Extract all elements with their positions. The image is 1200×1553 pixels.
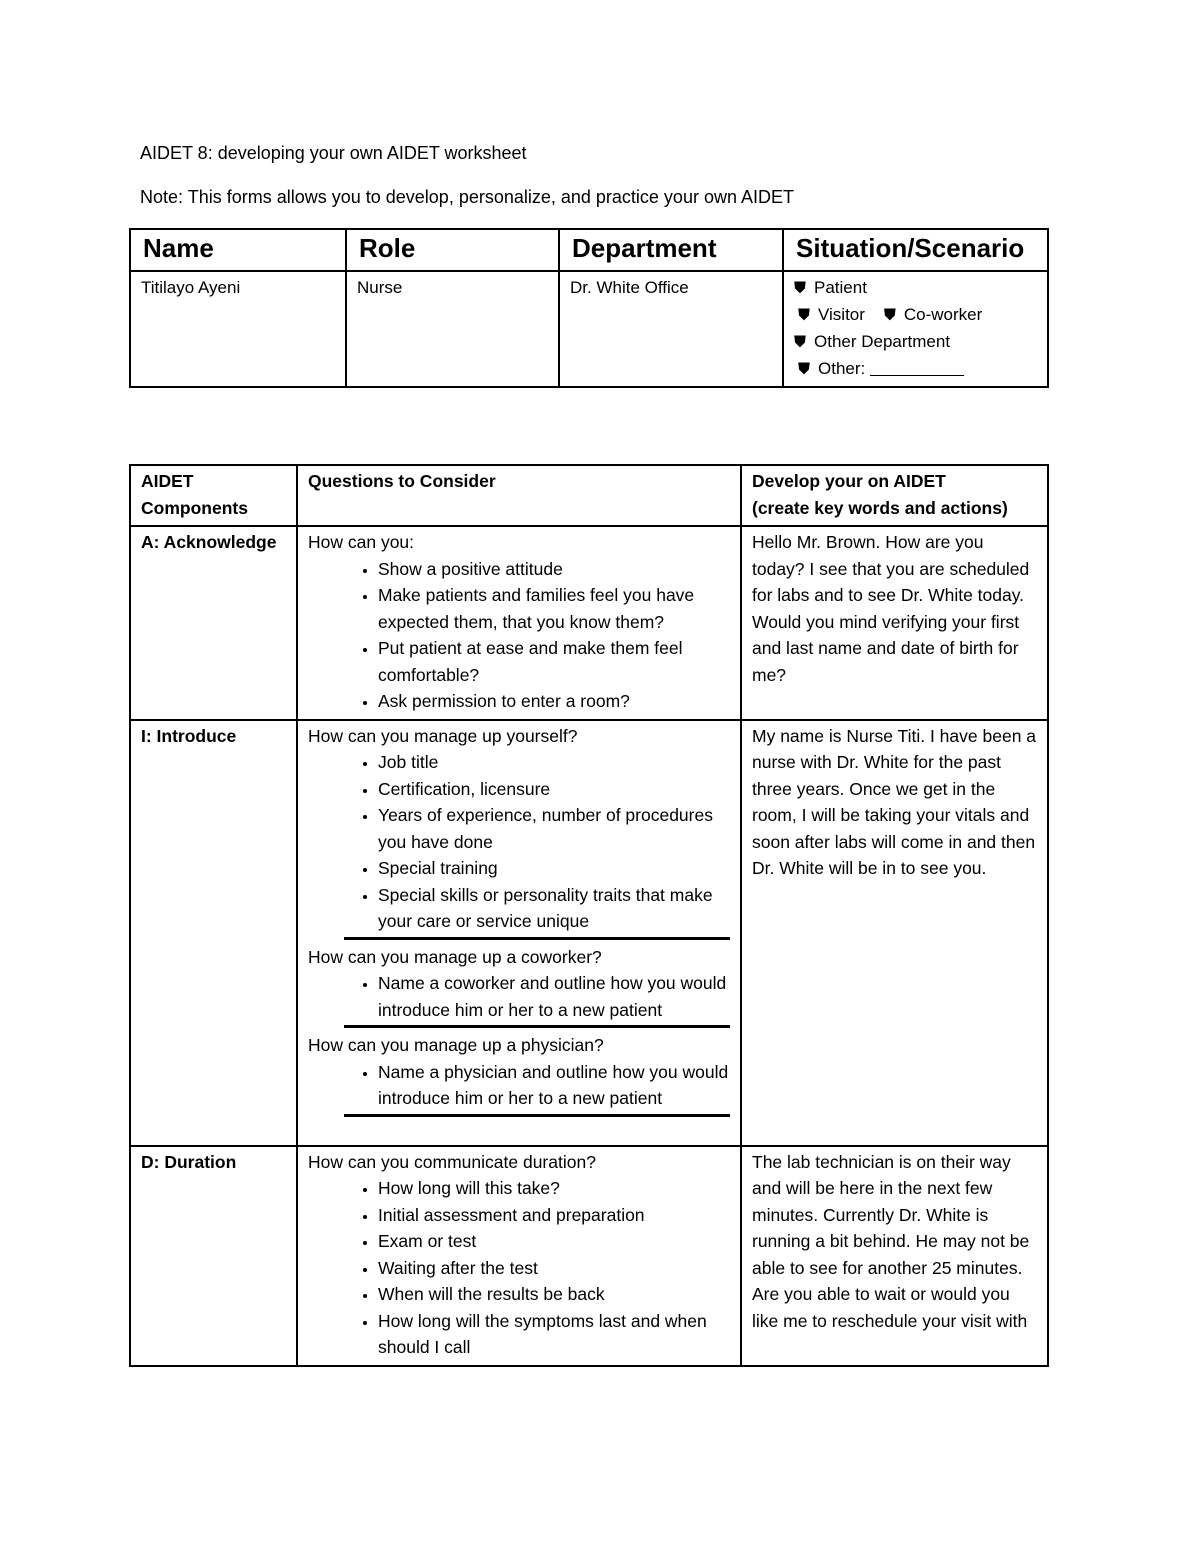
header-develop-line2: (create key words and actions) bbox=[752, 497, 1008, 518]
list-item: • Exam or test bbox=[378, 1228, 730, 1255]
introduce-question-1: How can you manage up yourself? bbox=[308, 725, 578, 746]
list-item: • Job title bbox=[378, 749, 730, 776]
acknowledge-bullets bbox=[308, 556, 730, 715]
introduce-row bbox=[130, 720, 1048, 1146]
list-item: • Years of experience, number of procedures you have done bbox=[378, 802, 730, 855]
introduce-bullets-2 bbox=[308, 970, 730, 1023]
section-divider bbox=[344, 1114, 730, 1117]
department-value: Dr. White Office bbox=[559, 271, 783, 387]
option-visitor-label: Visitor bbox=[818, 305, 865, 324]
section-divider bbox=[344, 1025, 730, 1028]
list-item: • Make patients and families feel you have expected them, that you know them? bbox=[378, 582, 730, 635]
introduce-component: I: Introduce bbox=[130, 720, 297, 1146]
duration-bullets bbox=[308, 1175, 730, 1361]
introduce-bullets-3 bbox=[308, 1059, 730, 1112]
acknowledge-answer[interactable]: Hello Mr. Brown. How are you today? I see that you are scheduled for labs and to see Dr. White today. Would you mind verifying your first and last name and date of birth for me? bbox=[741, 526, 1048, 720]
checkbox-icon[interactable]: ⛊ bbox=[798, 307, 811, 324]
acknowledge-component: A: Acknowledge bbox=[130, 526, 297, 720]
list-item: • How long will this take? bbox=[378, 1175, 730, 1202]
info-table bbox=[129, 228, 1049, 388]
duration-answer[interactable]: The lab technician is on their way and will be here in the next few minutes. Currently Dr. White is running a bit behind. He may not be able to see for another 25 minutes. Are you able to wait or would you like me to reschedule your visit with bbox=[741, 1146, 1048, 1366]
section-divider bbox=[344, 937, 730, 940]
option-patient[interactable] bbox=[794, 275, 1037, 302]
role-value: Nurse bbox=[346, 271, 559, 387]
acknowledge-question: How can you: bbox=[308, 532, 415, 552]
document-note: Note: This forms allows you to develop, personalize, and practice your own AIDET bbox=[140, 187, 794, 207]
option-other-department-label: Other Department bbox=[814, 332, 951, 351]
name-value: Titilayo Ayeni bbox=[130, 271, 346, 387]
aidet-header-row bbox=[130, 465, 1048, 526]
duration-row bbox=[130, 1146, 1048, 1366]
manage-up-coworker-block bbox=[308, 944, 730, 1026]
option-row-visitor-coworker bbox=[794, 302, 1037, 329]
list-item: • Initial assessment and preparation bbox=[378, 1202, 730, 1229]
introduce-bullets-1 bbox=[308, 749, 730, 935]
list-item: • Special training bbox=[378, 855, 730, 882]
list-item: • When will the results be back bbox=[378, 1281, 730, 1308]
list-item: • Ask permission to enter a room? bbox=[378, 688, 730, 715]
option-coworker[interactable] bbox=[884, 305, 982, 324]
acknowledge-questions bbox=[297, 526, 741, 720]
checkbox-icon[interactable]: ⛊ bbox=[883, 307, 896, 324]
option-visitor[interactable] bbox=[798, 305, 865, 324]
option-other[interactable] bbox=[794, 356, 1037, 383]
header-components bbox=[130, 465, 297, 526]
header-develop bbox=[741, 465, 1048, 526]
checkbox-icon[interactable]: ⛊ bbox=[794, 334, 807, 351]
list-item: • Show a positive attitude bbox=[378, 556, 730, 583]
list-item: • Name a physician and outline how you would introduce him or her to a new patient bbox=[378, 1059, 730, 1112]
option-other-department[interactable] bbox=[794, 329, 1037, 356]
other-blank-line[interactable] bbox=[870, 357, 964, 376]
option-other-label: Other: bbox=[818, 359, 866, 378]
duration-question: How can you communicate duration? bbox=[308, 1151, 596, 1172]
option-patient-label: Patient bbox=[814, 278, 867, 297]
list-item: • Put patient at ease and make them feel comfortable? bbox=[378, 635, 730, 688]
header-role: Role bbox=[346, 229, 559, 271]
duration-component: D: Duration bbox=[130, 1146, 297, 1366]
introduce-answer[interactable]: My name is Nurse Titi. I have been a nurse with Dr. White for the past three years. Once we get in the room, I will be taking your vitals and soon after labs will come in and then Dr. White will be in to see you. bbox=[741, 720, 1048, 1146]
list-item: • Certification, licensure bbox=[378, 776, 730, 803]
aidet-table bbox=[129, 464, 1049, 1367]
introduce-questions bbox=[297, 720, 741, 1146]
document-title: AIDET 8: developing your own AIDET worksheet bbox=[140, 143, 527, 163]
info-header-row bbox=[130, 229, 1048, 271]
manage-up-yourself-block bbox=[308, 723, 730, 937]
list-item: • How long will the symptoms last and when should I call bbox=[378, 1308, 730, 1361]
header-components-line2: Components bbox=[141, 497, 248, 518]
list-item: • Name a coworker and outline how you would introduce him or her to a new patient bbox=[378, 970, 730, 1023]
introduce-question-2: How can you manage up a coworker? bbox=[308, 946, 602, 967]
header-situation: Situation/Scenario bbox=[783, 229, 1048, 271]
introduce-question-3: How can you manage up a physician? bbox=[308, 1035, 604, 1055]
acknowledge-row bbox=[130, 526, 1048, 720]
header-components-line1: AIDET bbox=[141, 471, 194, 491]
list-item: • Waiting after the test bbox=[378, 1255, 730, 1282]
checkbox-icon[interactable]: ⛊ bbox=[798, 361, 811, 378]
manage-up-physician-block bbox=[308, 1032, 730, 1114]
checkbox-icon[interactable]: ⛊ bbox=[794, 280, 807, 297]
header-questions: Questions to Consider bbox=[297, 465, 741, 526]
header-develop-line1: Develop your on AIDET bbox=[752, 471, 946, 491]
duration-questions bbox=[297, 1146, 741, 1366]
situation-options bbox=[783, 271, 1048, 387]
header-department: Department bbox=[559, 229, 783, 271]
header-name: Name bbox=[130, 229, 346, 271]
info-data-row bbox=[130, 271, 1048, 387]
list-item: • Special skills or personality traits that make your care or service unique bbox=[378, 882, 730, 935]
option-coworker-label: Co-worker bbox=[903, 305, 983, 324]
